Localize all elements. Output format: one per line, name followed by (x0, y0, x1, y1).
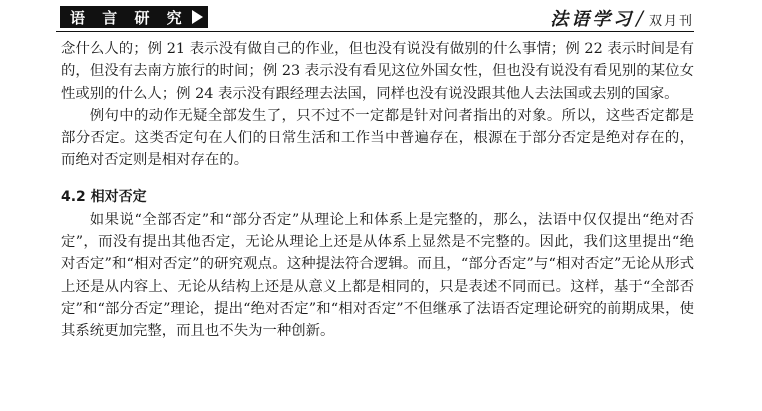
page-header (56, 3, 694, 33)
slash-divider-icon: / (636, 6, 643, 30)
play-arrow-icon (192, 10, 203, 24)
paragraph-partial-negation: 例句中的动作无疑全部发生了，只不过不一定都是针对问者指出的对象。所以，这些否定都是部分否定。这类否定句在人们的日常生活和工作当中普遍存在，根源在于部分否定是绝对存在的，而绝对否定则是相对存在的。 (61, 107, 694, 169)
section-heading: 4.2 相对否定 (61, 188, 147, 205)
section-gap (61, 172, 694, 185)
journal-name: 法语学习 (550, 9, 635, 30)
section-tag (60, 6, 208, 28)
paragraph-relative-negation: 如果说“全部否定”和“部分否定”从理论上和体系上是完整的，那么，法语中仅仅提出“绝对否定”，而没有提出其他否定，无论从理论上还是从体系上显然是不完整的。因此，我们这里提出“绝对否定”和“相对否定”的研究观点。这种提法符合逻辑。而且，“部分否定”与“相对否定”无论从形式上还是从内容上、无论从结构上还是从意义上都是相同的，只是表述不同而已。这样，基于“全部否定”和“部分否定”理论，提出“绝对否定”和“相对否定”不但继承了法语否定理论研究的前期成果，使其系统更加完整，而且也不失为一种创新。 (61, 211, 694, 340)
header-rule (56, 31, 694, 32)
paragraph-continued: 念什么人的；例 21 表示没有做自己的作业，但也没有说没有做别的什么事情；例 22 表示时间是有的，但没有去南方旅行的时间；例 23 表示没有看见这位外国女性，但也没有说没有看见别的某位女性或别的什么人；例 24 表示没有跟经理去法国，同样也没有说没跟其他人去法国或去别的国家。 (61, 41, 694, 102)
section-tag-label: 语 言 研 究 (70, 8, 188, 27)
article-body (61, 38, 694, 343)
journal-frequency: 双月刊 (648, 14, 694, 29)
journal-title (550, 5, 694, 31)
